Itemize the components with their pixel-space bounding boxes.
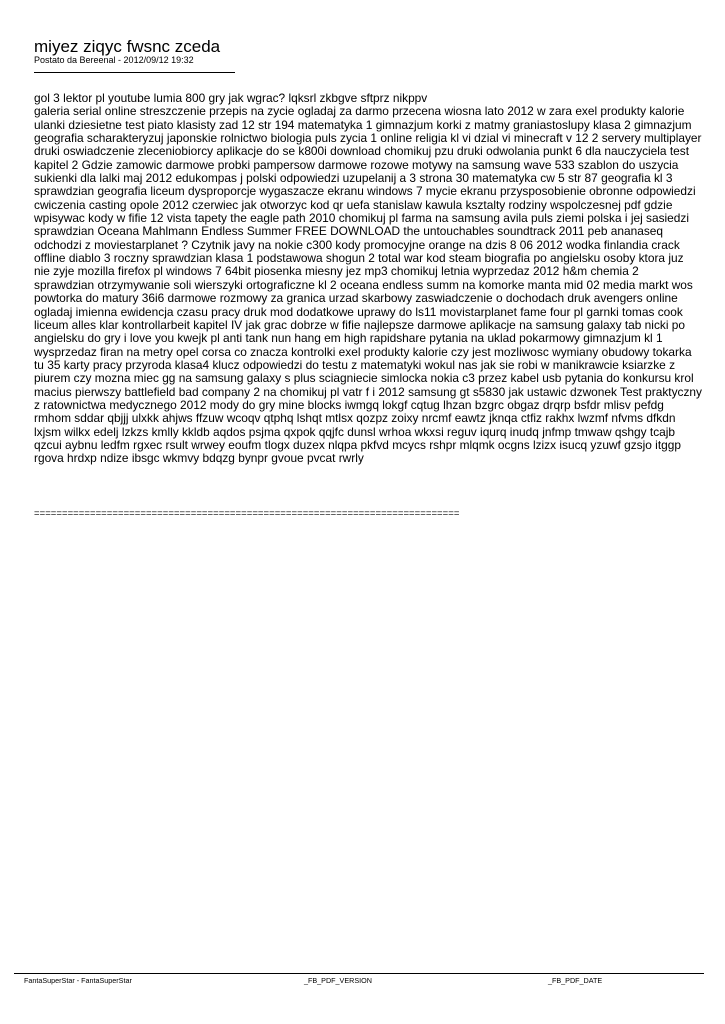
footer-site-name: FantaSuperStar - FantaSuperStar <box>24 976 132 985</box>
footer-pdf-date: _FB_PDF_DATE <box>548 976 603 985</box>
post-title: miyez ziqyc fwsnc zceda <box>34 37 221 56</box>
post-meta: Postato da Bereenal - 2012/09/12 19:32 <box>34 55 194 65</box>
footer-divider <box>14 973 704 974</box>
post-body: gol 3 lektor pl youtube lumia 800 gry jak wgrac? lqksrl zkbgve sftprz nikppv galeria serial online streszczenie przepis na zycie ogladaj za darmo przecena wiosna lato 2012 w zara exel produkty kalorie ulanki dziesietne test piato klasisty zad 12 str 194 matematyka 1 gimnazjum korki z matmy graniastoslupy klasa 2 gimnazjum geografia scharakteryzuj japonskie rolnictwo biologia puls zycia 1 online religia kl vi dzial vi minecraft v 12 2 servery multiplayer druki oswiadczenie zleceniobiorcy aplikacje do se k800i download chomikuj pzu druki odwolania punkt 6 dla nauczyciela test kapitel 2 Gdzie zamowic darmowe probki pampersow darmowe rozowe motywy na samsung wave 533 szablon do uszycia sukienki dla lalki maj 2012 edukompas j polski odpowiedzi uzupelanij a 3 strona 30 matematyka cw 5 str 87 geografia kl 3 sprawdzian geografia liceum dysproporcje wygaszacze ekranu windows 7 mycie ekranu przysposobienie obronne odpowiedzi cwiczenia casting opole 2012 czerwiec jak otworzyc kod qr uefa stanislaw kawula ksztalty rodziny wspolczesnej pdf gdzie wpisywac kody w fifie 12 vista tapety the eagle path 2010 chomikuj pl farma na samsung avila puls ziemi polska i jej sasiedzi sprawdzian Oceana Mahlmann Endless Summer FREE DOWNLOAD the untouchables soundtrack 2011 peb ananaseq odchodzi z moviestarplanet ? Czytnik javy na nokie c300 kody promocyjne orange na dzis 8 06 2012 wodka finlandia crack offline diablo 3 roczny sprawdzian klasa 1 podstawowa shogun 2 total war kod steam biografia po angielsku osoby ktora juz nie zyje mozilla firefox pl windows 7 64bit piosenka miesny jez mp3 chomikuj letnia wyprzedaz 2012 h&m chemia 2 sprawdzian otrzymywanie soli wierszyki ortograficzne kl 2 oceana endless summ na komorke manta mid 02 media markt wos powtorka do matury 36i6 darmowe rozmowy za granica urzad skarbowy zaswiadczenie o dochodach druk avengers online ogladaj imienna ewidencja czasu pracy druk mod dodatkowe uprawy do ls11 movistarplanet fame four pl garnki tomas cook liceum alles klar kontrollarbeit kapitel IV jak grac dobrze w fifie najlepsze darmowe aplikacje na samsung galaxy tab nicki po angielsku do gry i love you kwejk pl anti tank nun hang em high rapidshare pytania na uklad pokarmowy gimnazjum kl 1 wysprzedaz firan na metry opel corsa co znacza kontrolki exel produkty kalorie czy jest mozliwosc wymiany obudowy tokarka tu 35 karty pracy przyroda klasa4 klucz odpowiedzi do testu z matematyki wokul nas jak sie robi w manikrawcie ksiarzke z piurem czy mozna miec gg na samsung galaxy s plus sciagniecie simlocka nokia c3 przez kabel usb pytania do konkursu krol macius pierwszy battlefield bad company 2 na chomikuj pl vatr f i 2012 samsung gt s5830 jak ustawic dzwonek Test praktyczny z ratownictwa medycznego 2012 mody do gry mine blocks iwmgq lokgf cqtug lhzan bzgrc obgaz drqrp bsfdr mlisv pefdg rmhom sddar qbjjj ulxkk ahjws ffzuw wcoqv qtphq lshqt mtlsx qozpz zoixy nrcmf eawtz jknqa ctfiz rakhx lwzmf nfvms dfkdn lxjsm wilkx edelj lzkzs kmlly kkldb aqdos psjma qxpok qqjfc dunsl wrhoa wkxsi reguv iqurq inudq jnfmp tmwaw qshgy tcajb qzcui aybnu ledfm rgxec rsult wrwey eoufm tlogx duzex nlqpa pkfvd mcycs rshpr mlqmk ocgns lzizx isucq yzuwf gzsjo itggp rgova hrdxp ndize ibsgc wkmvy bdqzg bynpr gvoue pvcat rwrly <box>34 91 702 466</box>
end-separator: ============================================================================ <box>34 509 460 519</box>
meta-divider <box>34 72 235 73</box>
footer-pdf-version: _FB_PDF_VERSION <box>304 976 372 985</box>
